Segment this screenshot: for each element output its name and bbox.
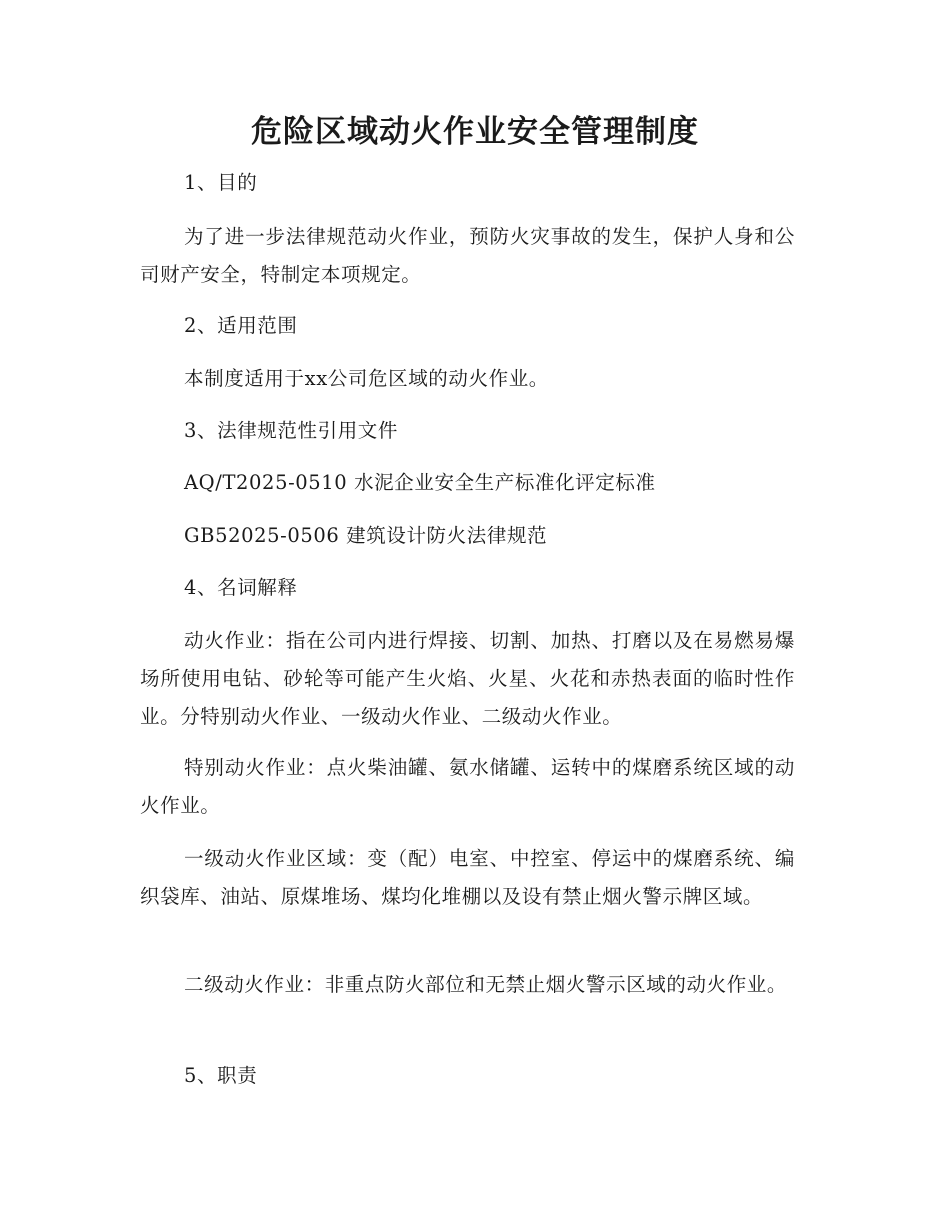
definition-level-2-hot-work: 二级动火作业：非重点防火部位和无禁止烟火警示区域的动火作业。 bbox=[184, 973, 788, 996]
section-2-text: 本制度适用于xx公司危区域的动火作业。 bbox=[184, 367, 549, 390]
reference-1: AQ/T2025-0510 水泥企业安全生产标准化评定标准 bbox=[184, 471, 656, 494]
definition-level-1-area: 一级动火作业区域：变（配）电室、中控室、停运中的煤磨系统、编织袋库、油站、原煤堆场、煤均化堆棚以及设有禁止烟火警示牌区域。 bbox=[140, 847, 795, 908]
section-5-heading: 5、职责 bbox=[184, 1064, 258, 1087]
reference-2: GB52025-0506 建筑设计防火法律规范 bbox=[184, 524, 548, 547]
section-1-heading: 1、目的 bbox=[184, 171, 258, 194]
definition-special-hot-work: 特别动火作业：点火柴油罐、氨水储罐、运转中的煤磨系统区域的动火作业。 bbox=[140, 756, 795, 817]
section-3-heading: 3、法律规范性引用文件 bbox=[184, 419, 399, 442]
section-1-text: 为了进一步法律规范动火作业，预防火灾事故的发生，保护人身和公司财产安全，特制定本项规定。 bbox=[140, 225, 795, 286]
document-title: 危险区域动火作业安全管理制度 bbox=[251, 114, 699, 150]
section-2-heading: 2、适用范围 bbox=[184, 314, 298, 337]
section-4-heading: 4、名词解释 bbox=[184, 576, 298, 599]
definition-hot-work: 动火作业：指在公司内进行焊接、切割、加热、打磨以及在易燃易爆场所使用电钻、砂轮等可能产生火焰、火星、火花和赤热表面的临时性作业。分特别动火作业、一级动火作业、二级动火作业。 bbox=[140, 629, 795, 728]
